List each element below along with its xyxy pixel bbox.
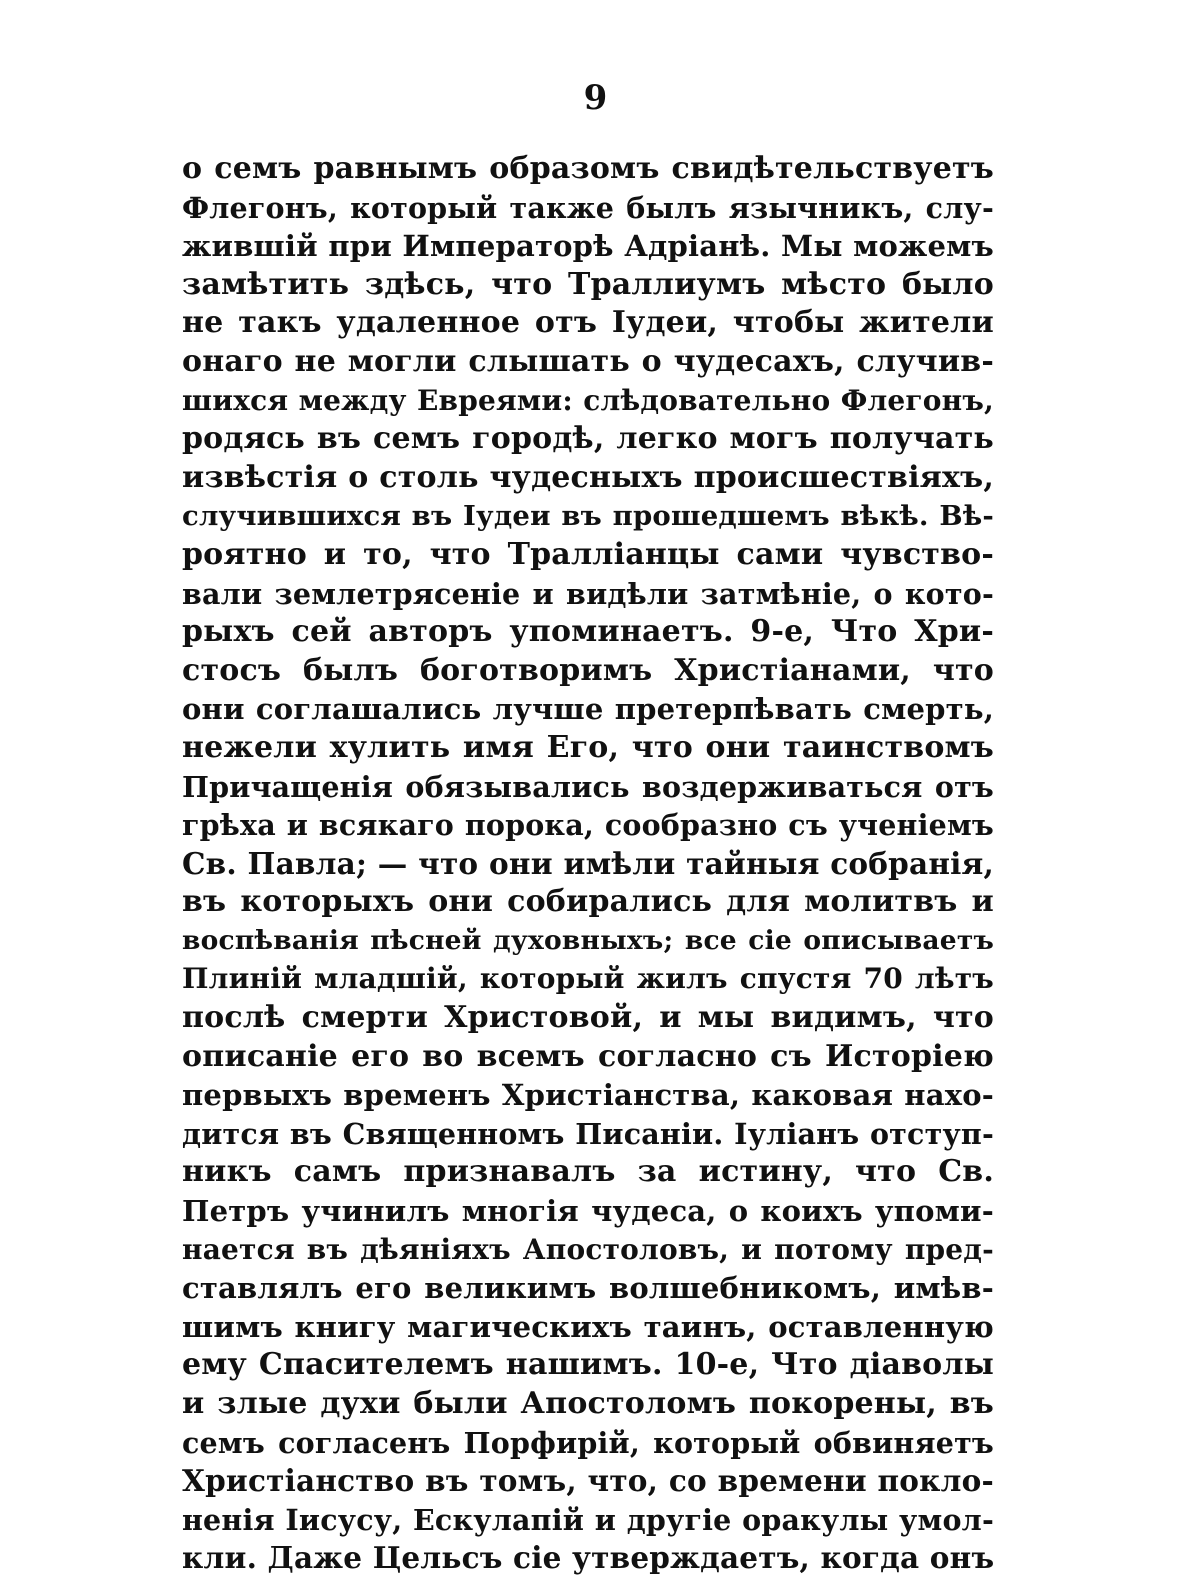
text-line: въ которыхъ они собирались для молитвъ и bbox=[182, 884, 994, 920]
text-line: описаніе его во всемъ согласно съ Исторіею bbox=[182, 1038, 994, 1074]
text-line: Плиній младшій, который жилъ спустя 70 лѣтъ bbox=[182, 962, 994, 996]
text-line: о семъ равнымъ образомъ свидѣтельствуетъ bbox=[182, 151, 994, 186]
text-line: семъ согласенъ Порфирій, который обвиняетъ bbox=[182, 1425, 994, 1460]
text-line: роятно и то, что Тралліанцы сами чувство- bbox=[182, 536, 994, 572]
text-line: извѣстія о столь чудесныхъ происшествіяхъ, bbox=[182, 459, 994, 495]
text-line: шимъ книгу магическихъ таинъ, оставленную bbox=[182, 1309, 994, 1344]
text-line: ему Спасителемъ нашимъ. 10-е, Что діаволы bbox=[182, 1347, 994, 1383]
text-line: первыхъ временъ Христіанства, каковая нахо- bbox=[182, 1078, 994, 1113]
text-line: и злые духи были Апостоломъ покорены, въ bbox=[182, 1386, 994, 1421]
text-line: Причащенія обязывались воздерживаться отъ bbox=[182, 769, 994, 804]
text-line: ставлялъ его великимъ волшебникомъ, имѣв- bbox=[182, 1271, 994, 1306]
text-line: замѣтить здѣсь, что Траллиумъ мѣсто было bbox=[182, 266, 994, 302]
text-line: онаго не могли слышать о чудесахъ, случив- bbox=[182, 343, 994, 379]
text-line: не такъ удаленное отъ Іудеи, чтобы жители bbox=[182, 305, 994, 341]
text-line: нается въ дѣяніяхъ Апостоловъ, и потому пред- bbox=[182, 1232, 994, 1266]
text-line: Христіанство въ томъ, что, со времени покло- bbox=[182, 1463, 994, 1499]
text-line: шихся между Евреями: слѣдовательно Флегонъ, bbox=[182, 383, 994, 417]
text-line: стосъ былъ боготворимъ Христіанами, что bbox=[182, 652, 994, 688]
text-line: Флегонъ, который также былъ язычникъ, слу- bbox=[182, 190, 994, 225]
text-line: рыхъ сей авторъ упоминаетъ. 9-е, Что Хри- bbox=[182, 614, 994, 650]
text-line: грѣха и всякаго порока, сообразно съ ученіемъ bbox=[182, 808, 994, 843]
text-line: никъ самъ признавалъ за истину, что Св. bbox=[182, 1154, 994, 1190]
page-number: 9 bbox=[583, 78, 608, 118]
text-line: жившій при Императорѣ Адріанѣ. Мы можемъ bbox=[182, 229, 994, 264]
text-line: родясь въ семъ городѣ, легко могъ получать bbox=[182, 421, 994, 457]
body-text bbox=[182, 150, 994, 1578]
text-line: вали землетрясеніе и видѣли затмѣніе, о кото- bbox=[182, 576, 994, 611]
text-line: Св. Павла; — что они имѣли тайныя собранія, bbox=[182, 845, 994, 881]
text-line: они соглашались лучше претерпѣвать смерть, bbox=[182, 692, 994, 727]
text-line: случившихся въ Іудеи въ прошедшемъ вѣкѣ. Вѣ- bbox=[182, 500, 994, 533]
text-line: послѣ смерти Христовой, и мы видимъ, что bbox=[182, 1000, 994, 1036]
text-line: Петръ учинилъ многія чудеса, о коихъ упоми- bbox=[182, 1194, 994, 1229]
text-line: нежели хулить имя Его, что они таинствомъ bbox=[182, 729, 994, 765]
text-line: дится въ Священномъ Писаніи. Іуліанъ отступ- bbox=[182, 1116, 994, 1151]
text-line: ненія Іисусу, Ескулапій и другіе оракулы умол- bbox=[182, 1502, 994, 1537]
text-line: кли. Даже Цельсъ сіе утверждаетъ, когда онъ bbox=[182, 1540, 995, 1576]
text-line: воспѣванія пѣсней духовныхъ; все сіе описываетъ bbox=[182, 924, 994, 956]
